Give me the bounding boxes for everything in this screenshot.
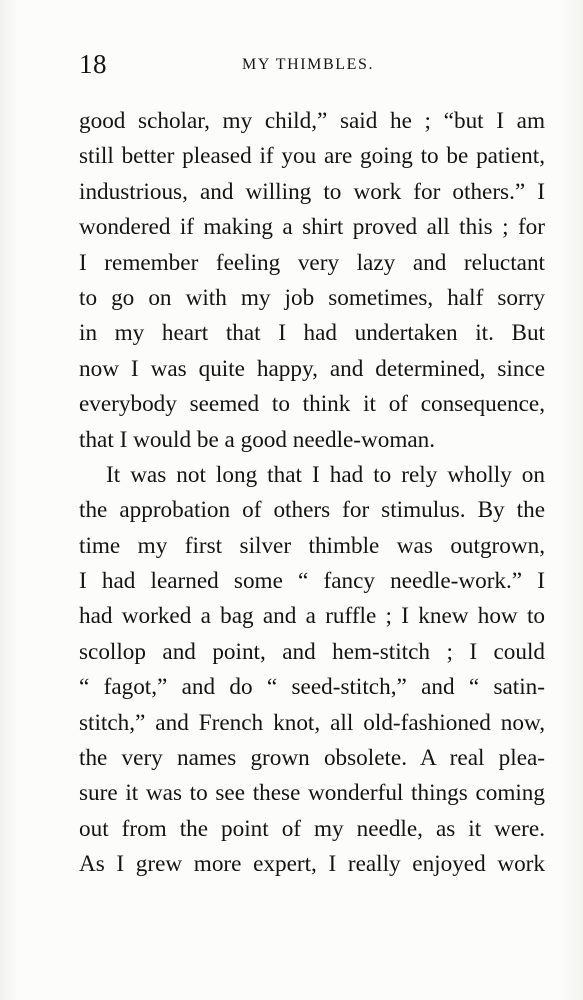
- page-header: [79, 46, 547, 82]
- text-line: I remember feeling very lazy and reluctant: [79, 249, 545, 276]
- text-line: that I would be a good needle-woman.: [79, 426, 436, 453]
- running-title: MY THIMBLES.: [242, 56, 375, 73]
- text-line: the very names grown obsolete. A real plea-: [79, 745, 545, 772]
- text-line: industrious, and willing to work for others.” I: [79, 178, 545, 205]
- text-line: stitch,” and French knot, all old-fashioned now,: [79, 709, 545, 736]
- text-line: “ fagot,” and do “ seed-stitch,” and “ satin-: [79, 674, 545, 701]
- text-line: good scholar, my child,” said he ; “but I am: [79, 108, 545, 134]
- text-line: now I was quite happy, and determined, since: [79, 355, 545, 382]
- text-line: out from the point of my needle, as it were.: [79, 815, 545, 842]
- text-line: As I grew more expert, I really enjoyed work: [79, 851, 545, 878]
- text-line: scollop and point, and hem-stitch ; I could: [79, 638, 545, 665]
- text-line: wondered if making a shirt proved all this ; for: [79, 214, 545, 241]
- text-line: had worked a bag and a ruffle ; I knew how to: [79, 603, 545, 630]
- text-line: to go on with my job sometimes, half sorry: [79, 284, 545, 311]
- page-number: 18: [79, 49, 107, 79]
- text-line: time my first silver thimble was outgrown,: [79, 532, 545, 559]
- text-line: the approbation of others for stimulus. By the: [79, 497, 545, 524]
- text-line: I had learned some “ fancy needle-work.” I: [79, 568, 545, 595]
- text-line: in my heart that I had undertaken it. But: [79, 320, 545, 347]
- text-line: It was not long that I had to rely wholly on: [106, 461, 545, 488]
- text-line: everybody seemed to think it of consequence,: [79, 391, 545, 418]
- text-line: sure it was to see these wonderful things coming: [79, 780, 545, 807]
- body-text: [79, 104, 545, 883]
- text-line: still better pleased if you are going to be patient,: [79, 143, 545, 170]
